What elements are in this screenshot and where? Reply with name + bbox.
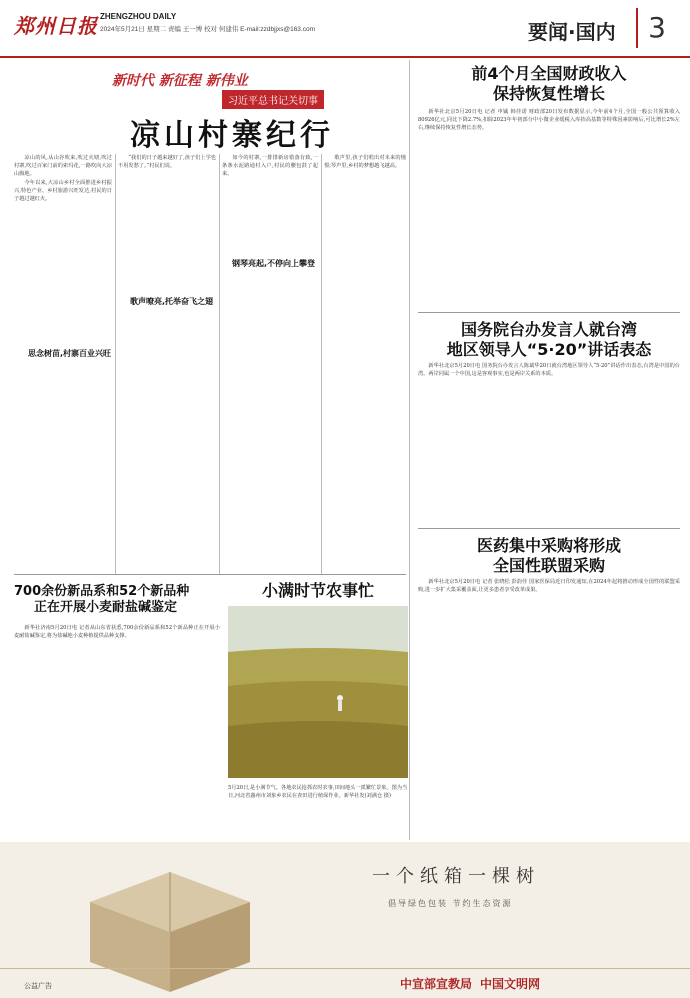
section-divider (418, 312, 680, 313)
paper-english-name: ZHENGZHOU DAILY (100, 12, 177, 21)
grain-headline-line-1: 700余份新品系和52个新品种 (14, 584, 190, 599)
ad-slogan: 一个纸箱一棵树 (372, 866, 540, 887)
grain-paragraph: 新华社济南5月20日电 记者从山东省获悉,700余份新品系和52个新品种正在开展小麦耐盐碱鉴定,将为盐碱地小麦种植提供品种支撑。 (14, 625, 220, 640)
lead-slogan: 新时代 新征程 新伟业 (112, 73, 248, 89)
ad-subtitle: 倡导绿色包装 节约生态资源 (388, 899, 513, 908)
ad-sponsor-1: 中宣部宣教局 (400, 977, 473, 991)
lead-headline: 凉山村寨纪行 (130, 118, 334, 153)
ad-label: 公益广告 (24, 982, 52, 990)
lead-body-col-1 (14, 154, 112, 584)
section-divider (14, 574, 406, 575)
drug-paragraph: 新华社北京5月20日电 记者 张晓松 彭韵佳 国家医保局近日印发通知,在2024年起将推动形成全国性的联盟采购,进一步扩大集采覆盖面,让更多患者享受改革成果。 (418, 579, 680, 594)
column-rule (409, 60, 410, 840)
lead-subhead-2: 歌声嘹亮,托举奋飞之翅 (130, 297, 214, 306)
photo-story (228, 578, 408, 830)
lead-paragraph: 凉山的风,从山谷吹来,吹过火塘,吹过村寨,吹过百家门前的索玛花,一路吹向大凉山腹地。 (14, 155, 112, 178)
taiwan-headline (418, 320, 680, 360)
drug-headline-line-2: 全国性联盟采购 (492, 556, 605, 575)
ad-sponsor-2: 中国文明网 (480, 977, 541, 991)
fiscal-paragraph: 新华社北京5月20日电 记者 申铖 韩佳诺 财政部20日发布数据显示,今年前4个月,全国一般公共预算收入80926亿元,同比下降2.7%,扣除2023年年初部分中小微企业缓税入库抬高基数等特殊因素影响后,可比增长2%左右,继续保持恢复性增长态势。 (418, 109, 680, 132)
lead-subhead-1: 思念树苗,村寨百业兴旺 (28, 349, 112, 358)
issue-meta: 2024年5月21日 星期二 责编 王一博 校对 何建伟 E-mail:zzdbjjxs@163.com (100, 26, 316, 33)
lead-paragraph: “我们的日子越来越好了,孩子们上学也不用发愁了。”村民们说。 (118, 155, 216, 170)
fiscal-headline (418, 64, 680, 104)
lead-paragraph: 歌声里,孩子们唱出对未来的憧憬;琴声里,乡村的梦想越飞越高。 (324, 155, 406, 170)
public-service-ad (0, 842, 690, 998)
taiwan-headline-line-1: 国务院台办发言人就台湾 (460, 320, 637, 339)
column-rule (321, 154, 322, 574)
lead-column-tag: 习近平总书记关切事 (222, 90, 324, 109)
column-rule (115, 154, 116, 574)
photo-headline: 小满时节农事忙 (261, 581, 374, 600)
taiwan-body (418, 362, 680, 524)
lead-paragraph: 今年以来,大凉山乡村全面推进乡村振兴,特色产业、乡村旅游兴旺发达,村民的日子越过越红火。 (14, 179, 112, 203)
lead-paragraph: 如今的村寨,一排排新房错落有致,一条条水泥路通村入户,村民的腰包鼓了起来。 (222, 155, 318, 178)
ad-footer (0, 968, 690, 998)
lead-subhead-3: 钢琴亮起,不停向上攀登 (232, 259, 316, 268)
page-number: 3 (636, 8, 676, 48)
grain-headline-line-2: 正在开展小麦耐盐碱鉴定 (34, 600, 178, 615)
fiscal-headline-line-2: 保持恢复性增长 (492, 84, 605, 103)
grain-headline (14, 584, 220, 616)
lead-banner (92, 70, 332, 110)
section-divider (418, 528, 680, 529)
drug-body (418, 578, 680, 834)
lead-body-col-2 (118, 154, 216, 574)
wheat-field-photo (228, 606, 408, 778)
photo-caption: 5月20日,是小满节气。各地农民抢抓农时农事,田间地头一派繁忙景象。图为当日,河北省蠡州市刘象乡农民在查田进行植保作业。新华社发(刘满仓 摄) (228, 785, 408, 799)
drug-headline (418, 536, 680, 576)
drug-headline-line-1: 医药集中采购将形成 (476, 536, 621, 555)
column-rule (219, 154, 220, 574)
fiscal-headline-line-1: 前4个月全国财政收入 (471, 64, 627, 83)
fiscal-body (418, 108, 680, 308)
taiwan-headline-line-2: 地区领导人“5·20”讲话表态 (446, 340, 652, 359)
masthead (0, 0, 690, 58)
grain-body (14, 624, 220, 834)
section-name: 要闻·国内 (528, 20, 616, 44)
lead-body-col-3 (222, 154, 318, 574)
lead-body-col-4 (324, 154, 406, 574)
wheat-field-illustration (228, 606, 408, 778)
taiwan-paragraph: 新华社北京5月20日电 国务院台办发言人陈斌华20日就台湾地区领导人“5·20”讲话作出表态,台湾是中国的台湾。两岸同属一个中国,这是客观事实,也是两岸关系的本质。 (418, 363, 680, 378)
paper-name: 郑州日报 (14, 14, 98, 38)
